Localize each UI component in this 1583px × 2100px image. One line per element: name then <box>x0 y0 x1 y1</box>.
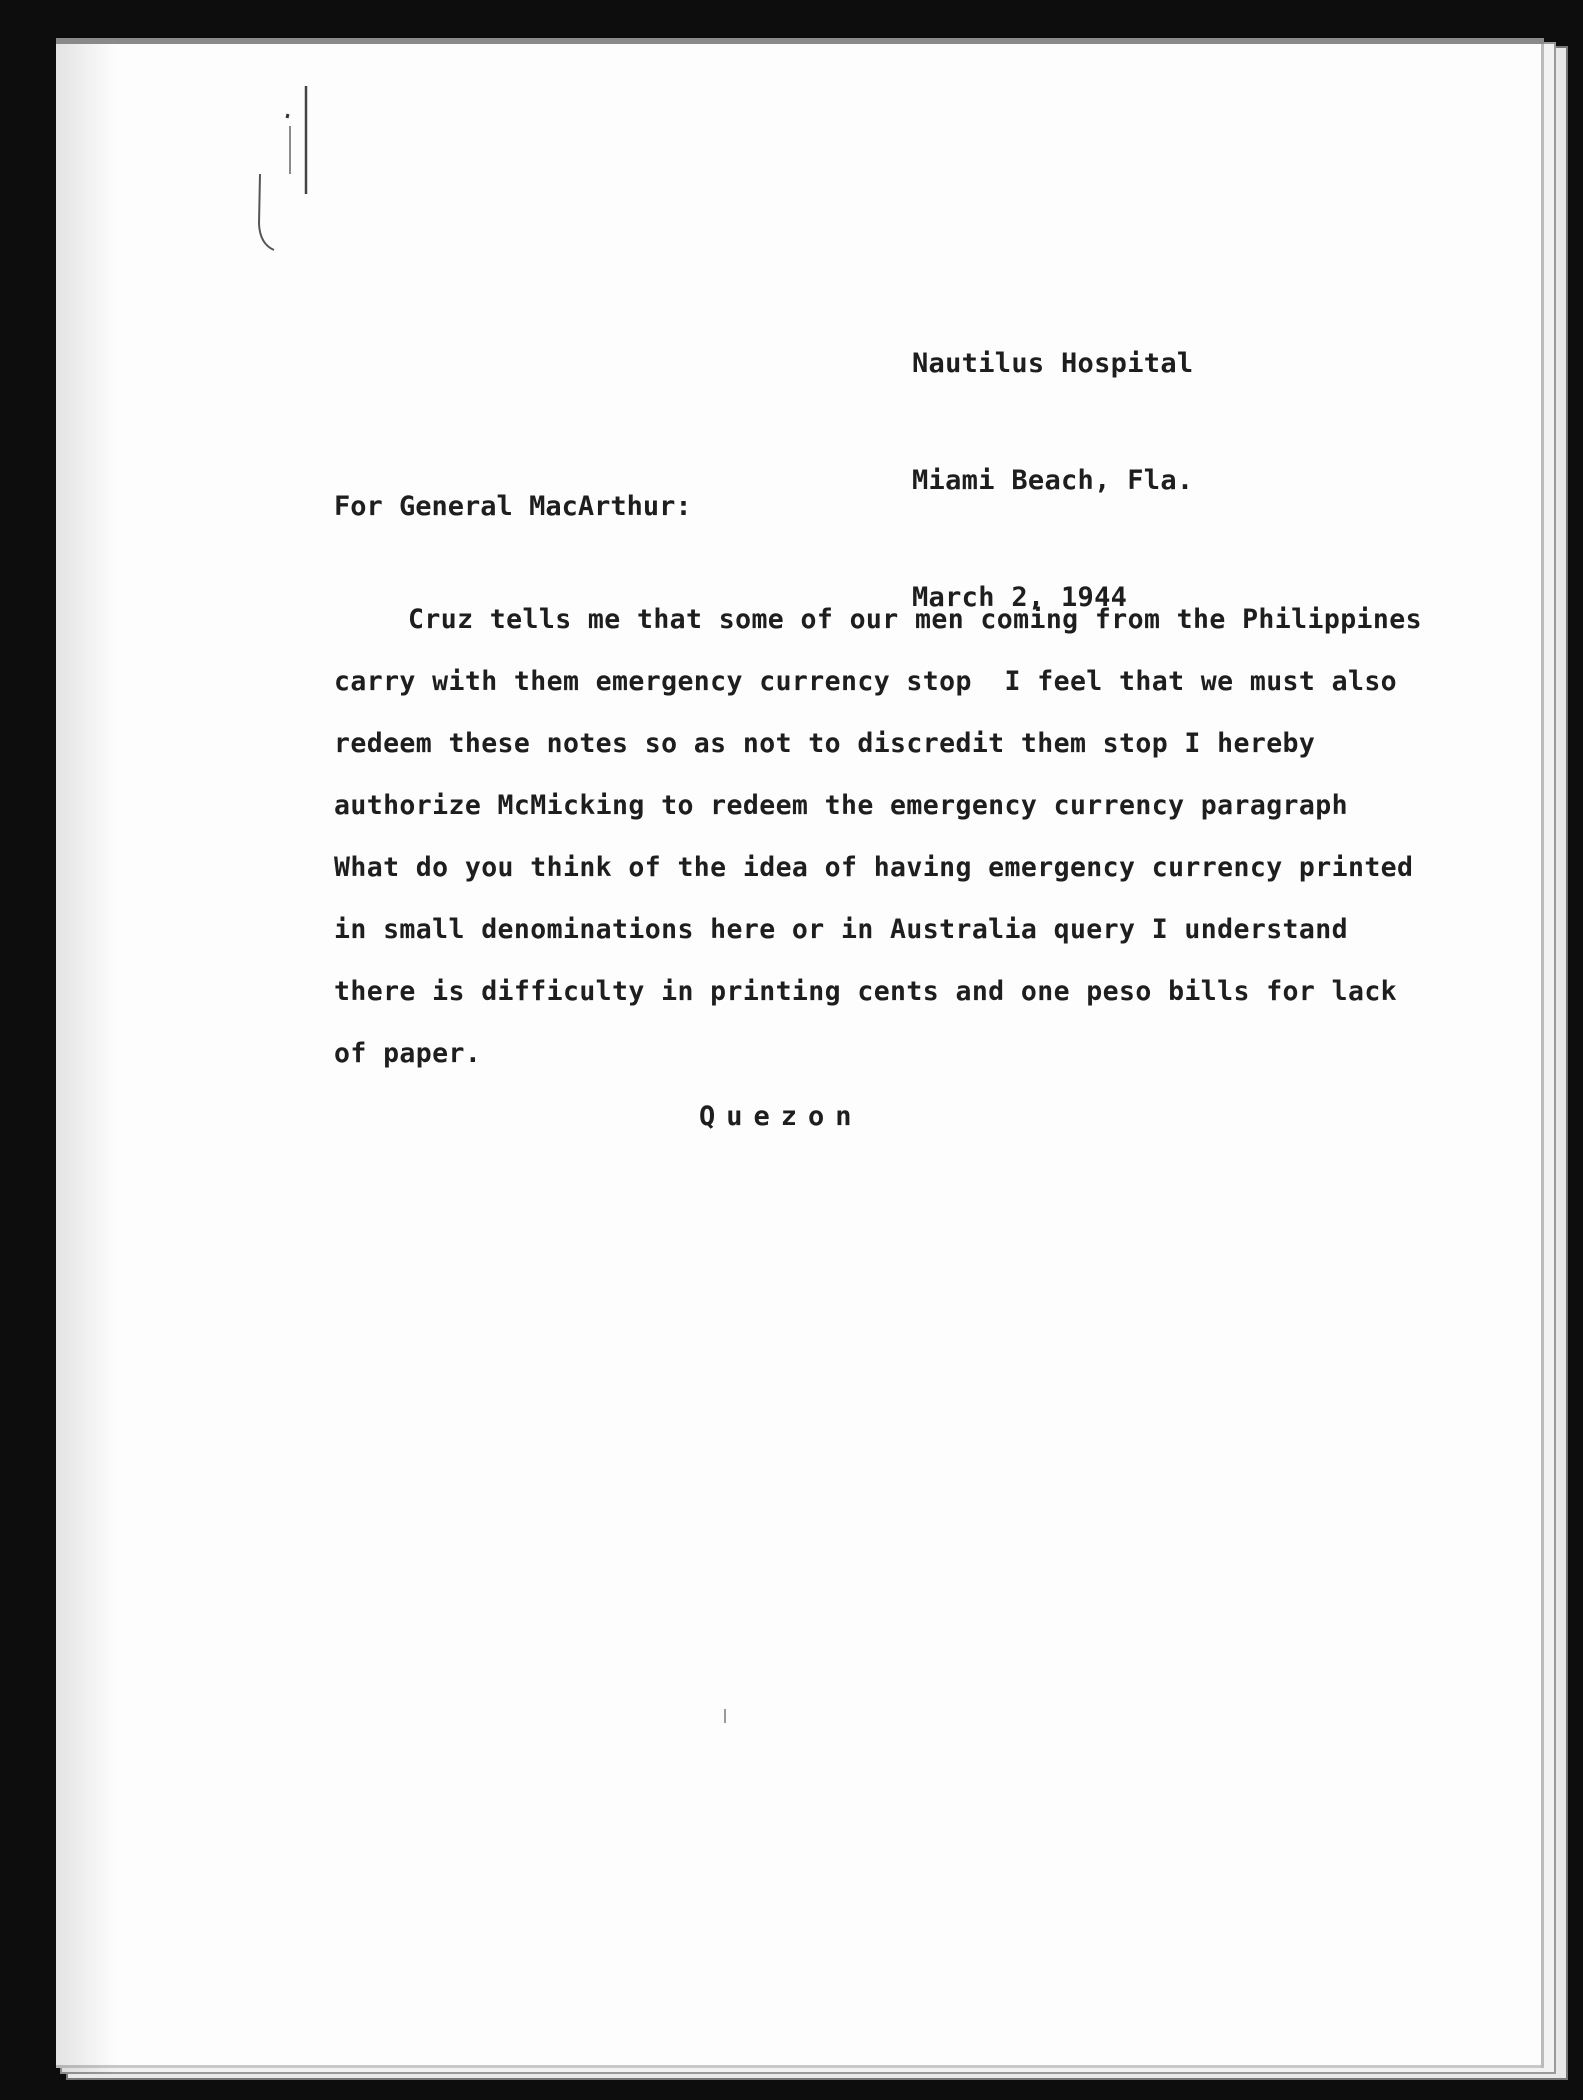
letter-body <box>334 589 1422 1085</box>
paper-blemish <box>724 1709 730 1723</box>
pencil-margin-mark <box>246 74 326 264</box>
body-line: authorize McMicking to redeem the emergency currency paragraph <box>334 790 1348 821</box>
salutation: For General MacArthur: <box>334 491 692 522</box>
body-line: in small denominations here or in Australia query I understand <box>334 914 1348 945</box>
body-line: there is difficulty in printing cents and one peso bills for lack <box>334 976 1398 1007</box>
body-line: redeem these notes so as not to discredit them stop I hereby <box>334 728 1316 759</box>
body-line: carry with them emergency currency stop I feel that we must also <box>334 666 1398 697</box>
address-line-city: Miami Beach, Fla. <box>912 465 1194 496</box>
body-line: Cruz tells me that some of our men coming from the Philippines <box>408 604 1422 635</box>
body-line: What do you think of the idea of having emergency currency printed <box>334 852 1414 883</box>
address-line-hospital: Nautilus Hospital <box>912 348 1194 379</box>
scan-shadow <box>56 44 116 2074</box>
signature-name: Quezon <box>699 1101 863 1132</box>
letter-date: March 2, 1944 <box>912 582 1128 613</box>
letter-page <box>56 38 1544 2068</box>
body-line: of paper. <box>334 1038 482 1069</box>
